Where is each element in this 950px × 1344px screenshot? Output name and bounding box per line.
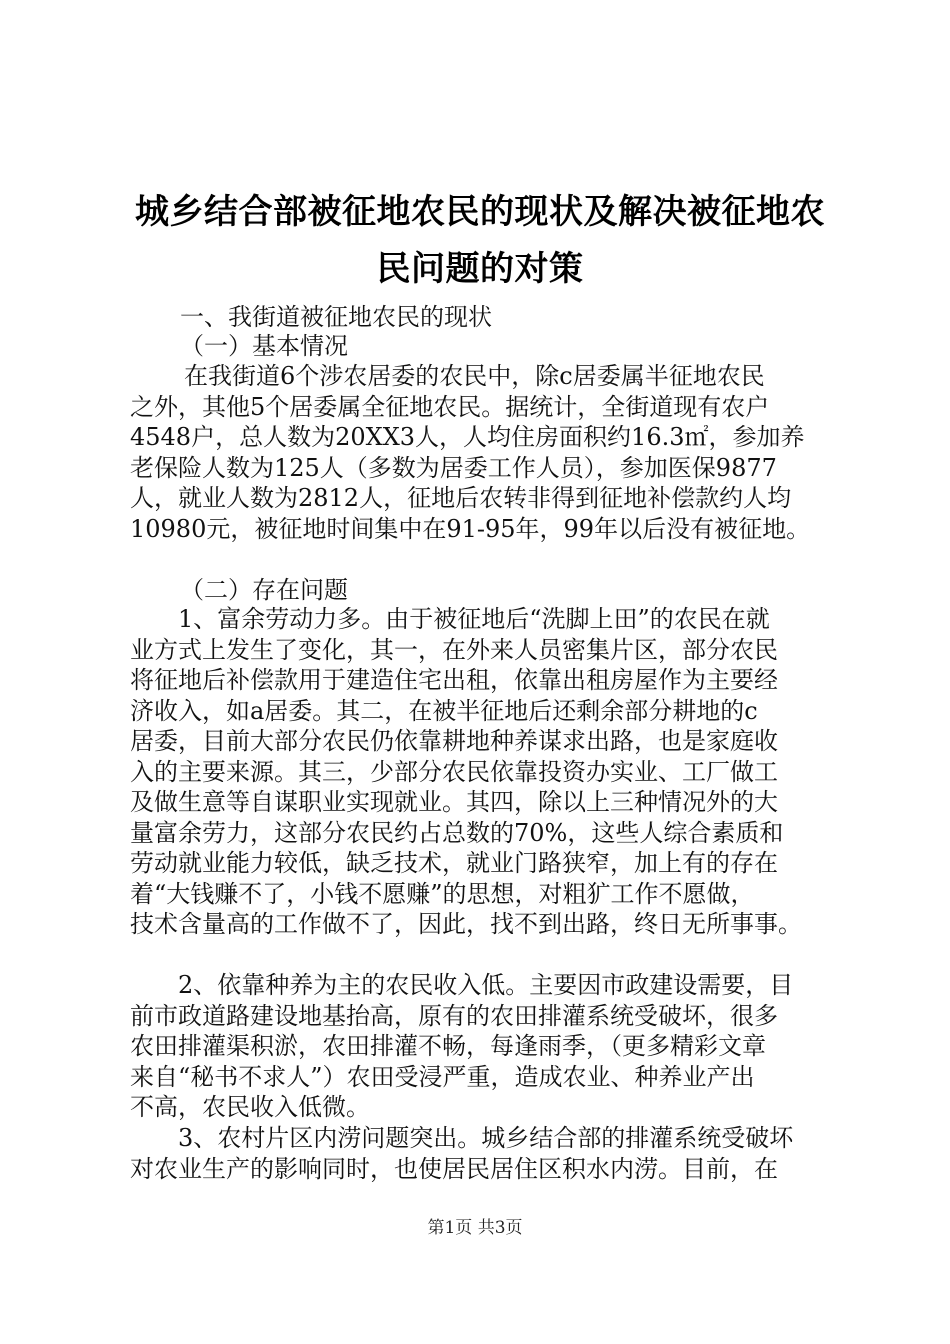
subsection-heading-basic: （一）基本情况 (180, 332, 348, 360)
text-line: 不高，农民收入低微。 (130, 1093, 370, 1121)
text-line: 对农业生产的影响同时，也使居民居住区积水内涝。目前，在 (130, 1154, 778, 1183)
text-line: 在我街道6个涉农居委的农民中，除c居委属半征地农民 (184, 362, 765, 390)
text-line: 4548户，总人数为20XX3人，人均住房面积约16.3㎡，参加养 (130, 423, 805, 451)
text-line: 前市政道路建设地基抬高，原有的农田排灌系统受破坏，很多 (130, 1001, 778, 1030)
paragraph-basic-situation (130, 361, 850, 544)
text-line: 10980元，被征地时间集中在91-95年，99年以后没有被征地。 (130, 514, 811, 543)
text-line: 之外，其他5个居委属全征地农民。据统计，全街道现有农户 (130, 392, 770, 421)
text-line: 及做生意等自谋职业实现就业。其四，除以上三种情况外的大 (130, 788, 778, 816)
paragraph-issue-2 (130, 970, 850, 1123)
text-line: 业方式上发生了变化，其一，在外来人员密集片区，部分农民 (130, 635, 778, 664)
text-line: 量富余劳力，这部分农民约占总数的70%，这些人综合素质和 (130, 818, 784, 847)
document-title-line-2: 民问题的对策 (376, 249, 584, 289)
text-line: 技术含量高的工作做不了，因此，找不到出路，终日无所事事。 (130, 910, 802, 938)
text-line: 入的主要来源。其三，少部分农民依靠投资办实业、工厂做工 (130, 757, 778, 786)
text-line: 2、依靠种养为主的农民收入低。主要因市政建设需要，目 (178, 971, 794, 999)
text-line: 来自“秘书不求人”）农田受浸严重，造成农业、种养业产出 (130, 1062, 755, 1091)
text-line: 着“大钱赚不了，小钱不愿赚”的思想，对粗犷工作不愿做， (130, 879, 755, 908)
text-line: 将征地后补偿款用于建造住宅出租，依靠出租房屋作为主要经 (130, 666, 778, 694)
text-line: 3、农村片区内涝问题突出。城乡结合部的排灌系统受破坏 (178, 1124, 794, 1152)
text-line: 农田排灌渠积淤，农田排灌不畅，每逢雨季，（更多精彩文章 (130, 1032, 766, 1060)
text-line: 劳动就业能力较低，缺乏技术，就业门路狭窄，加上有的存在 (130, 849, 778, 877)
text-line: 居委，目前大部分农民仍依靠耕地种养谋求出路，也是家庭收 (130, 727, 778, 755)
paragraph-issue-3 (130, 1123, 850, 1184)
text-line: 老保险人数为125人（多数为居委工作人员），参加医保9877 (130, 453, 777, 482)
text-line: 济收入，如a居委。其二，在被半征地后还剩余部分耕地的c (130, 696, 758, 725)
text-line: 1、富余劳动力多。由于被征地后“洗脚上田”的农民在就 (178, 605, 770, 633)
document-title-line-1: 城乡结合部被征地农民的现状及解决被征地农 (135, 192, 825, 232)
subsection-heading-issues: （二）存在问题 (180, 576, 348, 604)
paragraph-issue-1 (130, 604, 850, 940)
section-heading-1: 一、我街道被征地农民的现状 (180, 303, 492, 331)
text-line: 人，就业人数为2812人，征地后农转非得到征地补偿款约人均 (130, 484, 792, 512)
page-number-footer: 第1页 共3页 (427, 1218, 523, 1238)
